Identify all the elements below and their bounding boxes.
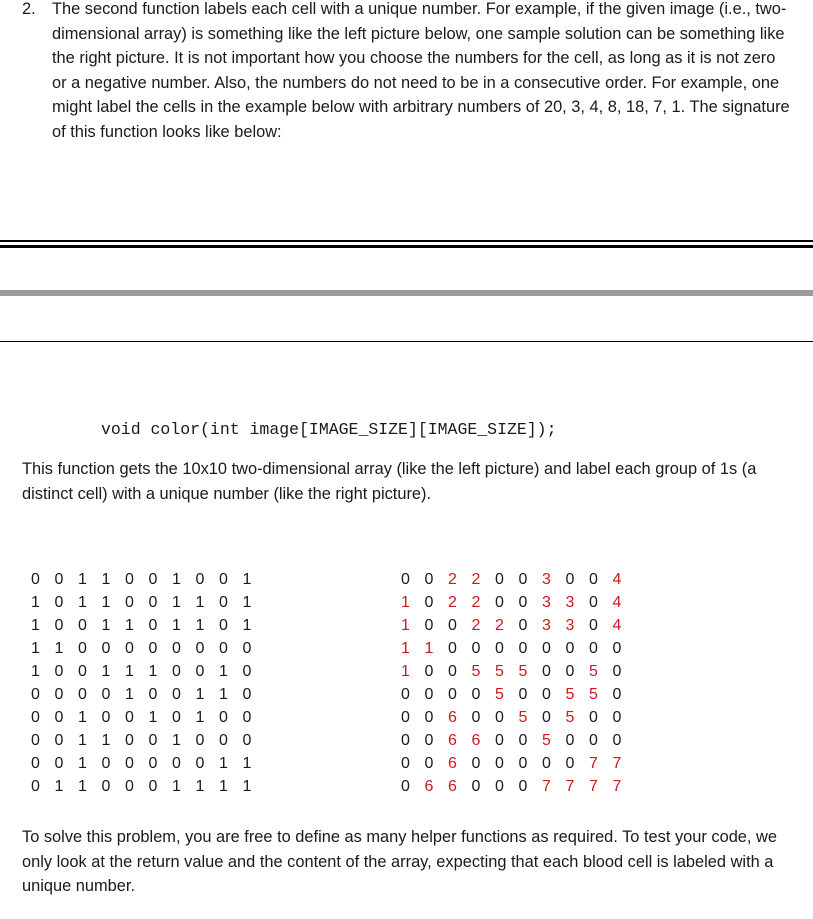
function-signature: void color(int image[IMAGE_SIZE][IMAGE_SIZE]);: [101, 420, 557, 439]
grid-cell: 1: [125, 663, 134, 680]
grid-cell: 0: [448, 640, 457, 657]
grid-row: [31, 729, 266, 752]
grid-row: [31, 637, 266, 660]
grid-cell: 0: [54, 732, 64, 749]
grid-cell: 0: [589, 617, 598, 634]
grid-cell: 1: [242, 778, 252, 795]
grid-cell: 0: [242, 686, 252, 703]
grid-cell: 0: [172, 640, 181, 657]
grid-cell: 1: [31, 594, 40, 611]
grid-cell: 1: [31, 640, 40, 657]
grid-row: [401, 591, 636, 614]
grid-cell: 2: [448, 571, 457, 588]
grid-cell: 0: [448, 686, 457, 703]
input-grid: [31, 568, 266, 798]
grid-cell: 1: [172, 732, 181, 749]
grid-cell: 0: [589, 709, 598, 726]
grid-cell: 0: [495, 571, 504, 588]
grid-cell: 0: [612, 732, 622, 749]
grid-cell: 0: [401, 778, 410, 795]
grid-cell: 5: [471, 663, 481, 680]
grid-cell: 0: [125, 594, 134, 611]
grid-cell: 1: [125, 617, 134, 634]
grid-cell: 2: [448, 594, 457, 611]
grid-cell: 0: [424, 594, 434, 611]
grid-cell: 0: [518, 755, 528, 772]
grid-cell: 1: [148, 663, 158, 680]
question-paragraph: The second function labels each cell with a unique number. For example, if the given image (i.e., two-dimensional array) is something like the left picture below, one sample solution can be something like the right picture. It is not important how you choose the numbers for the cell, as long as it is not zero or a negative number. Also, the numbers do not need to be in a consecutive order. For example, one might label the cells in the example below with arbitrary numbers of 20, 3, 4, 8, 18, 7, 1. The signature of this function looks like below:: [52, 0, 790, 141]
grid-cell: 2: [471, 594, 481, 611]
grid-cell: 0: [565, 732, 575, 749]
grid-cell: 0: [54, 571, 64, 588]
grid-cell: 0: [148, 686, 158, 703]
grid-cell: 1: [219, 778, 228, 795]
grid-cell: 0: [54, 709, 64, 726]
grid-cell: 0: [78, 640, 87, 657]
grid-cell: 0: [101, 640, 111, 657]
grid-cell: 0: [424, 732, 434, 749]
grid-row: [401, 568, 636, 591]
grid-cell: 0: [565, 755, 575, 772]
grid-cell: 0: [495, 709, 504, 726]
grid-cell: 0: [101, 778, 111, 795]
grid-cell: 0: [31, 755, 40, 772]
grid-cell: 6: [471, 732, 481, 749]
grid-row: [401, 637, 636, 660]
grid-cell: 0: [219, 594, 228, 611]
grid-cell: 0: [31, 686, 40, 703]
grid-cell: 1: [125, 686, 134, 703]
grid-cell: 1: [78, 778, 87, 795]
grid-cell: 1: [78, 755, 87, 772]
grid-cell: 5: [518, 709, 528, 726]
grid-cell: 2: [471, 571, 481, 588]
grid-cell: 0: [195, 755, 205, 772]
grid-cell: 7: [612, 778, 622, 795]
grid-cell: 0: [54, 663, 64, 680]
grid-cell: 0: [78, 686, 87, 703]
grid-cell: 1: [219, 686, 228, 703]
grid-cell: 0: [518, 617, 528, 634]
thin-rule: [0, 341, 813, 342]
grid-cell: 0: [471, 755, 481, 772]
grid-cell: 0: [424, 755, 434, 772]
grid-row: [401, 775, 636, 798]
grid-cell: 0: [424, 686, 434, 703]
grid-cell: 0: [54, 686, 64, 703]
grid-cell: 1: [148, 709, 158, 726]
grid-cell: 0: [242, 732, 252, 749]
grid-cell: 0: [589, 732, 598, 749]
grid-cell: 0: [424, 709, 434, 726]
grid-cell: 0: [125, 571, 134, 588]
grid-cell: 7: [565, 778, 575, 795]
grid-cell: 0: [101, 686, 111, 703]
grid-cell: 0: [125, 709, 134, 726]
grid-cell: 1: [242, 617, 252, 634]
grid-cell: 5: [589, 686, 598, 703]
grid-cell: 0: [542, 686, 551, 703]
grid-cell: 1: [242, 594, 252, 611]
grid-cell: 0: [172, 663, 181, 680]
grid-cell: 0: [542, 640, 551, 657]
grid-cell: 1: [54, 778, 64, 795]
grid-cell: 0: [219, 571, 228, 588]
grid-cell: 4: [612, 594, 622, 611]
grid-cell: 0: [125, 778, 134, 795]
grid-cell: 2: [471, 617, 481, 634]
grid-row: [31, 752, 266, 775]
grid-cell: 1: [424, 640, 434, 657]
grid-cell: 3: [542, 594, 551, 611]
grid-cell: 0: [148, 640, 158, 657]
grid-cell: 5: [495, 663, 504, 680]
grid-cell: 3: [542, 617, 551, 634]
grid-cell: 1: [101, 663, 111, 680]
grid-cell: 0: [242, 709, 252, 726]
grid-cell: 0: [219, 709, 228, 726]
grid-cell: 6: [448, 755, 457, 772]
grid-cell: 0: [195, 640, 205, 657]
grid-row: [401, 729, 636, 752]
grid-cell: 1: [78, 571, 87, 588]
grid-cell: 0: [195, 571, 205, 588]
grid-cell: 1: [242, 755, 252, 772]
grid-cell: 1: [172, 594, 181, 611]
grid-row: [31, 591, 266, 614]
grid-cell: 6: [448, 732, 457, 749]
grid-cell: 0: [78, 663, 87, 680]
grid-cell: 7: [542, 778, 551, 795]
grid-cell: 0: [148, 778, 158, 795]
double-rule-bottom: [0, 245, 813, 248]
grid-cell: 0: [31, 571, 40, 588]
grid-cell: 4: [612, 617, 622, 634]
footer-paragraph: To solve this problem, you are free to define as many helper functions as required. To test your code, we only look at the return value and the content of the array, expecting that each blood cell is labeled with a unique number.: [22, 828, 777, 896]
grid-cell: 5: [518, 663, 528, 680]
grid-cell: 1: [172, 617, 181, 634]
grid-cell: 0: [172, 686, 181, 703]
grid-cell: 1: [195, 594, 205, 611]
grid-cell: 0: [219, 640, 228, 657]
grid-cell: 0: [31, 709, 40, 726]
grid-cell: 0: [31, 778, 40, 795]
labeled-grid: [401, 568, 636, 798]
grid-cell: 6: [448, 709, 457, 726]
grid-row: [401, 706, 636, 729]
grid-cell: 1: [195, 617, 205, 634]
grid-cell: 0: [401, 686, 410, 703]
grid-cell: 0: [448, 617, 457, 634]
grid-cell: 0: [401, 755, 410, 772]
grid-cell: 0: [471, 640, 481, 657]
grid-cell: 0: [401, 571, 410, 588]
grid-cell: 0: [125, 755, 134, 772]
grid-cell: 1: [401, 594, 410, 611]
grid-cell: 3: [565, 594, 575, 611]
grid-cell: 0: [195, 732, 205, 749]
grid-cell: 0: [495, 755, 504, 772]
grid-cell: 0: [424, 571, 434, 588]
grid-cell: 0: [125, 732, 134, 749]
grid-cell: 0: [471, 778, 481, 795]
grid-cell: 1: [101, 617, 111, 634]
grid-cell: 0: [54, 755, 64, 772]
grid-cell: 0: [612, 663, 622, 680]
grid-cell: 1: [219, 755, 228, 772]
grid-cell: 1: [401, 640, 410, 657]
grid-cell: 0: [148, 571, 158, 588]
grid-cell: 1: [172, 571, 181, 588]
grid-cell: 0: [242, 640, 252, 657]
grid-cell: 0: [54, 617, 64, 634]
grid-row: [31, 614, 266, 637]
grid-cell: 0: [172, 709, 181, 726]
double-rule-top: [0, 240, 813, 242]
grid-cell: 1: [78, 594, 87, 611]
grid-cell: 0: [148, 732, 158, 749]
grid-cell: 0: [495, 594, 504, 611]
grid-cell: 5: [589, 663, 598, 680]
question-number: 2.: [22, 0, 36, 18]
grid-cell: 0: [148, 594, 158, 611]
grid-cell: 1: [101, 594, 111, 611]
grid-row: [31, 775, 266, 798]
grid-cell: 0: [612, 640, 622, 657]
grid-cell: 0: [219, 617, 228, 634]
grid-cell: 0: [589, 640, 598, 657]
grid-cell: 0: [612, 709, 622, 726]
grid-cell: 0: [424, 663, 434, 680]
grid-cell: 2: [495, 617, 504, 634]
grid-cell: 5: [565, 686, 575, 703]
grid-cell: 3: [565, 617, 575, 634]
gray-rule: [0, 290, 813, 296]
grid-row: [31, 683, 266, 706]
grid-cell: 1: [195, 778, 205, 795]
grid-cell: 0: [565, 640, 575, 657]
grid-cell: 0: [542, 663, 551, 680]
grid-cell: 0: [195, 663, 205, 680]
grid-cell: 1: [101, 732, 111, 749]
grid-cell: 0: [401, 732, 410, 749]
grid-row: [31, 706, 266, 729]
grid-cell: 0: [518, 778, 528, 795]
grid-row: [401, 752, 636, 775]
grid-cell: 0: [471, 686, 481, 703]
grid-row: [401, 660, 636, 683]
grid-cell: 3: [542, 571, 551, 588]
grid-cell: 1: [78, 709, 87, 726]
grid-cell: 5: [495, 686, 504, 703]
grid-cell: 1: [172, 778, 181, 795]
grid-cell: 7: [612, 755, 622, 772]
grid-cell: 4: [612, 571, 622, 588]
grid-cell: 0: [518, 594, 528, 611]
grid-cell: 0: [495, 640, 504, 657]
grid-cell: 1: [31, 617, 40, 634]
grid-cell: 0: [148, 617, 158, 634]
grid-row: [31, 660, 266, 683]
grid-cell: 5: [542, 732, 551, 749]
grid-row: [31, 568, 266, 591]
grid-cell: 1: [195, 686, 205, 703]
grid-cell: 0: [612, 686, 622, 703]
grid-cell: 0: [31, 732, 40, 749]
grid-cell: 0: [542, 755, 551, 772]
grid-cell: 1: [101, 571, 111, 588]
grid-cell: 1: [401, 617, 410, 634]
grid-cell: 0: [219, 732, 228, 749]
grid-cell: 1: [195, 709, 205, 726]
grid-cell: 0: [471, 709, 481, 726]
grid-cell: 0: [565, 663, 575, 680]
grid-cell: 0: [172, 755, 181, 772]
grid-cell: 1: [78, 732, 87, 749]
grid-cell: 0: [448, 663, 457, 680]
grid-cell: 0: [125, 640, 134, 657]
grid-cell: 0: [242, 663, 252, 680]
grid-cell: 6: [448, 778, 457, 795]
grid-cell: 0: [101, 755, 111, 772]
grid-cell: 1: [242, 571, 252, 588]
grid-cell: 0: [495, 778, 504, 795]
grid-cell: 0: [518, 571, 528, 588]
grid-cell: 0: [54, 594, 64, 611]
grid-cell: 0: [148, 755, 158, 772]
grid-cell: 0: [542, 709, 551, 726]
grid-cell: 0: [518, 640, 528, 657]
grid-cell: 0: [589, 571, 598, 588]
grid-row: [401, 683, 636, 706]
grid-cell: 0: [565, 571, 575, 588]
grid-cell: 1: [401, 663, 410, 680]
grid-cell: 7: [589, 778, 598, 795]
grid-cell: 0: [495, 732, 504, 749]
grid-cell: 0: [589, 594, 598, 611]
grid-cell: 1: [54, 640, 64, 657]
grid-cell: 0: [424, 617, 434, 634]
grid-cell: 1: [219, 663, 228, 680]
grid-cell: 6: [424, 778, 434, 795]
grid-cell: 0: [401, 709, 410, 726]
grid-cell: 0: [518, 732, 528, 749]
grid-cell: 0: [78, 617, 87, 634]
grid-cell: 0: [518, 686, 528, 703]
grid-cell: 0: [101, 709, 111, 726]
grid-cell: 7: [589, 755, 598, 772]
grid-cell: 5: [565, 709, 575, 726]
grid-row: [401, 614, 636, 637]
function-description: This function gets the 10x10 two-dimensional array (like the left picture) and label each group of 1s (a distinct cell) with a unique number (like the right picture).: [22, 460, 757, 503]
grid-cell: 1: [31, 663, 40, 680]
